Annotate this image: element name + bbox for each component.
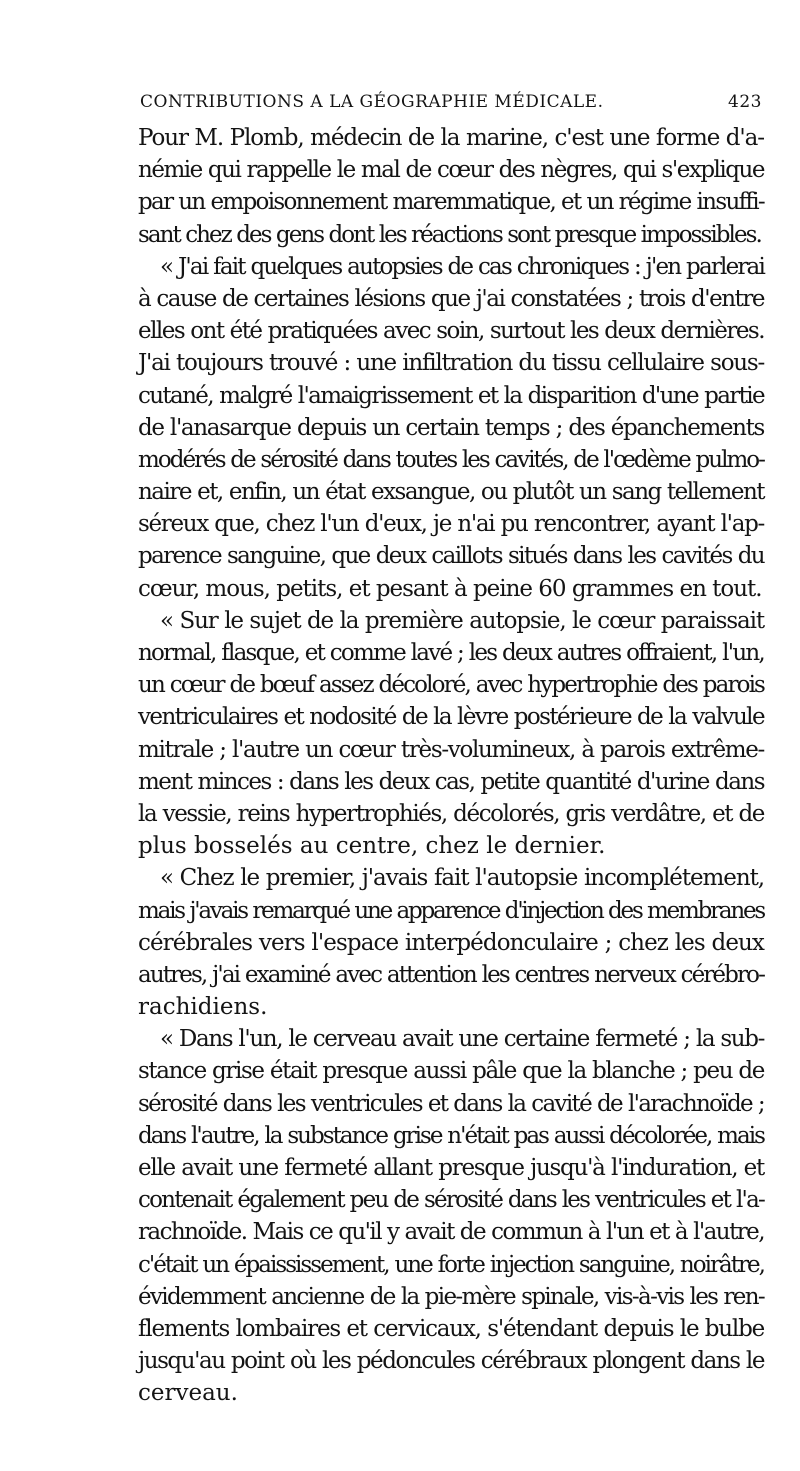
- text-line: cérébrales vers l'espace interpédonculaire ; chez les deux: [138, 929, 764, 956]
- text-line: séreux que, chez l'un d'eux, je n'ai pu rencontrer, ayant l'ap-: [138, 511, 764, 538]
- page-number: 423: [728, 92, 762, 112]
- text-line: stance grise était presque aussi pâle que la blanche ; peu de: [138, 1058, 764, 1085]
- text-line: parence sanguine, que deux caillots situés dans les cavités du: [138, 543, 764, 570]
- text-line: sant chez des gens dont les réactions sont presque impossibles.: [138, 221, 761, 248]
- text-line: Pour M. Plomb, médecin de la marine, c'est une forme d'a-: [138, 125, 764, 151]
- text-line: la vessie, reins hypertrophiés, décolorés, gris verdâtre, et de: [138, 800, 764, 827]
- text-line: modérés de sérosité dans toutes les cavités, de l'œdème pulmo-: [138, 446, 764, 473]
- text-line: cutané, malgré l'amaigrissement et la disparition d'une partie: [138, 382, 764, 409]
- text-line: contenait également peu de sérosité dans les ventricules et l'a-: [138, 1187, 764, 1214]
- text-line: cœur, mous, petits, et pesant à peine 60 grammes en tout.: [138, 575, 762, 602]
- text-line: par un empoisonnement maremmatique, et un régime insuffi-: [138, 189, 764, 216]
- text-line: de l'anasarque depuis un certain temps ; des épanchements: [138, 414, 764, 441]
- text-line: sérosité dans les ventricules et dans la cavité de l'arachnoïde ;: [138, 1090, 764, 1117]
- text-line: plus bosselés au centre, chez le dernier.: [138, 833, 606, 860]
- text-line: « Chez le premier, j'avais fait l'autopsie incomplétement,: [160, 865, 764, 892]
- text-line: à cause de certaines lésions que j'ai constatées ; trois d'entre: [138, 285, 764, 312]
- text-line: c'était un épaississement, une forte injection sanguine, noirâtre,: [138, 1251, 764, 1278]
- text-line: rachnoïde. Mais ce qu'il y avait de commun à l'un et à l'autre,: [138, 1219, 764, 1246]
- text-line: normal, flasque, et comme lavé ; les deux autres offraient, l'un,: [138, 640, 764, 666]
- text-line: némie qui rappelle le mal de cœur des nègres, qui s'explique: [138, 157, 764, 184]
- text-line: mais j'avais remarqué une apparence d'injection des membranes: [138, 897, 764, 924]
- text-line: ventriculaires et nodosité de la lèvre postérieure de la valvule: [138, 704, 764, 731]
- text-line: dans l'autre, la substance grise n'était pas aussi décolorée, mais: [138, 1122, 764, 1149]
- text-line: J'ai toujours trouvé : une infiltration du tissu cellulaire sous-: [138, 350, 764, 377]
- text-line: naire et, enfin, un état exsangue, ou plutôt un sang tellement: [138, 479, 764, 506]
- text-line: cerveau.: [138, 1380, 238, 1407]
- text-line: « J'ai fait quelques autopsies de cas chroniques : j'en parlerai: [160, 253, 764, 280]
- text-line: jusqu'au point où les pédoncules cérébraux plongent dans le: [138, 1348, 764, 1375]
- text-line: autres, j'ai examiné avec attention les centres nerveux cérébro-: [138, 961, 764, 988]
- text-line: mitrale ; l'autre un cœur très-volumineux, à parois extrême-: [138, 736, 764, 763]
- text-line: flements lombaires et cervicaux, s'étendant depuis le bulbe: [138, 1315, 764, 1342]
- text-line: « Sur le sujet de la première autopsie, le cœur paraissait: [160, 607, 764, 634]
- text-line: un cœur de bœuf assez décoloré, avec hypertrophie des parois: [138, 672, 764, 699]
- text-line: elles ont été pratiquées avec soin, surtout les deux dernières.: [138, 318, 764, 345]
- text-line: « Dans l'un, le cerveau avait une certaine fermeté ; la sub-: [160, 1026, 764, 1053]
- text-line: rachidiens.: [138, 994, 268, 1021]
- text-line: évidemment ancienne de la pie-mère spinale, vis-à-vis les ren-: [138, 1283, 764, 1310]
- running-header: [140, 92, 762, 118]
- body-text: [138, 122, 764, 1410]
- text-line: ment minces : dans les deux cas, petite quantité d'urine dans: [138, 768, 764, 795]
- text-line: elle avait une fermeté allant presque jusqu'à l'induration, et: [138, 1155, 764, 1181]
- running-title: CONTRIBUTIONS A LA GÉOGRAPHIE MÉDICALE.: [140, 92, 604, 112]
